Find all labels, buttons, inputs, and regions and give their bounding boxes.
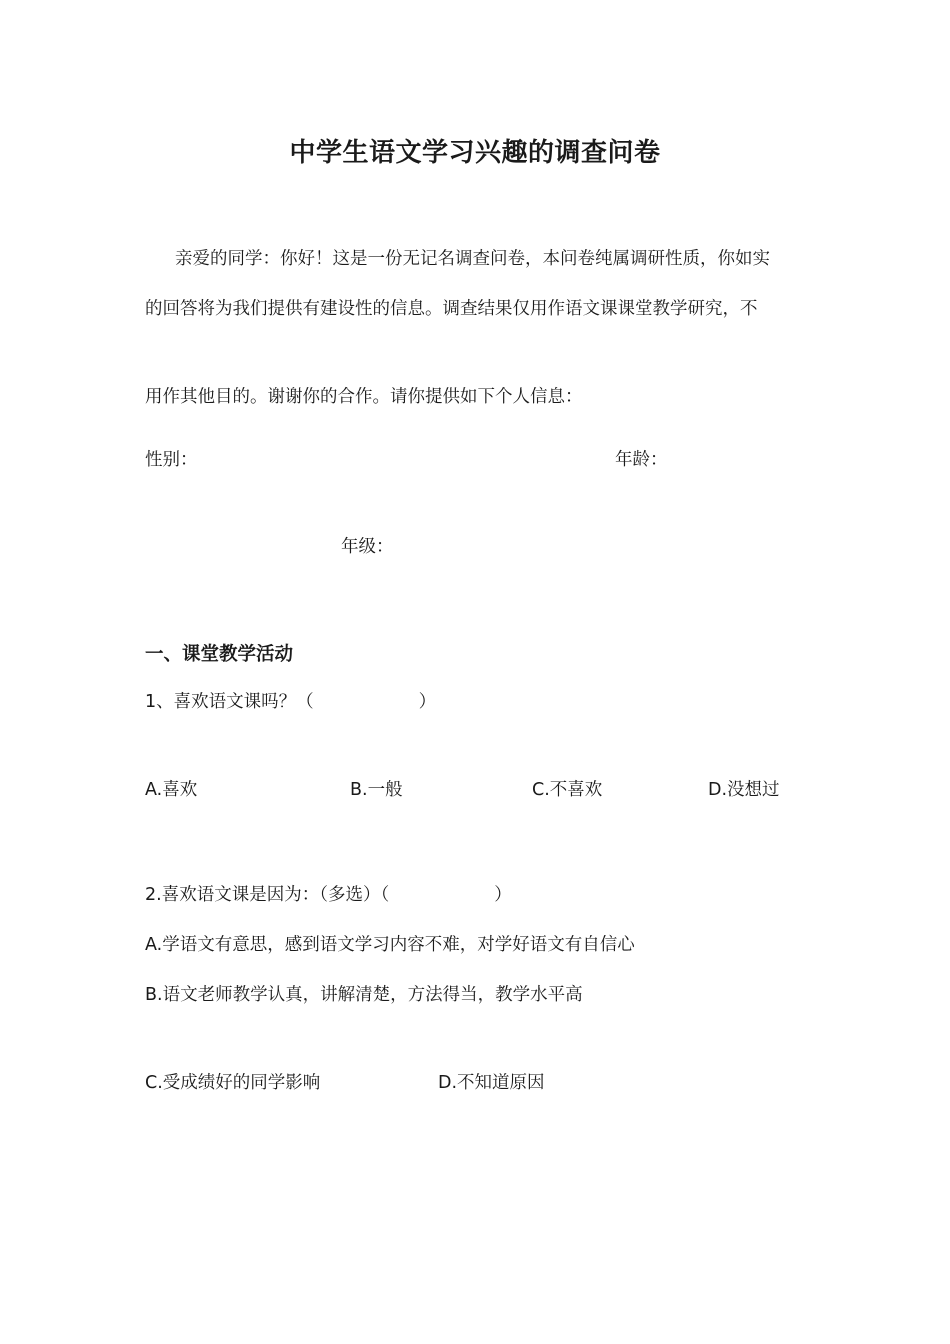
question-2-text: 喜欢语文课是因为：（多选）（ ） [161,885,512,905]
option-letter: A. [145,935,163,955]
option-text: 学语文有意思，感到语文学习内容不难，对学好语文有自信心 [162,935,635,955]
option-letter: C. [532,780,550,800]
option-text: 受成绩好的同学影响 [162,1073,321,1093]
q1-option-c [532,778,602,802]
option-letter: B. [145,985,163,1005]
option-text: 没想过 [727,780,780,800]
age-label: 年龄： [615,450,668,470]
option-letter: A. [145,780,163,800]
option-letter: D. [438,1073,458,1093]
option-text: 一般 [367,780,403,800]
q2-option-c [145,1071,320,1095]
q1-option-b [350,778,403,802]
q2-option-a [145,933,635,957]
question-1 [145,690,436,714]
section-heading: 一、课堂教学活动 [145,644,294,665]
question-1-number: 1 [145,692,157,712]
gender-label: 性别： [145,450,198,470]
document-title: 中学生语文学习兴趣的调查问卷 [289,138,661,168]
option-text: 喜欢 [162,780,198,800]
intro-line-2: 的回答将为我们提供有建设性的信息。调查结果仅用作语文课课堂教学研究，不 [145,299,758,319]
option-letter: B. [350,780,368,800]
q2-option-b [145,983,583,1007]
option-text: 不知道原因 [457,1073,545,1093]
intro-line-3: 用作其他目的。谢谢你的合作。请你提供如下个人信息： [145,387,583,407]
q2-option-d [438,1071,545,1095]
grade-label: 年级： [341,537,394,557]
q1-option-d [708,778,780,802]
question-1-text: 、喜欢语文课吗？（ ） [156,692,437,712]
question-2 [145,883,512,907]
option-letter: D. [708,780,728,800]
option-text: 不喜欢 [549,780,603,800]
q1-option-a [145,778,197,802]
option-text: 语文老师教学认真，讲解清楚，方法得当，教学水平高 [162,985,583,1005]
question-2-number: 2. [145,885,162,905]
option-letter: C. [145,1073,163,1093]
intro-line-1: 亲爱的同学：你好！这是一份无记名调查问卷，本问卷纯属调研性质，你如实 [175,249,770,269]
